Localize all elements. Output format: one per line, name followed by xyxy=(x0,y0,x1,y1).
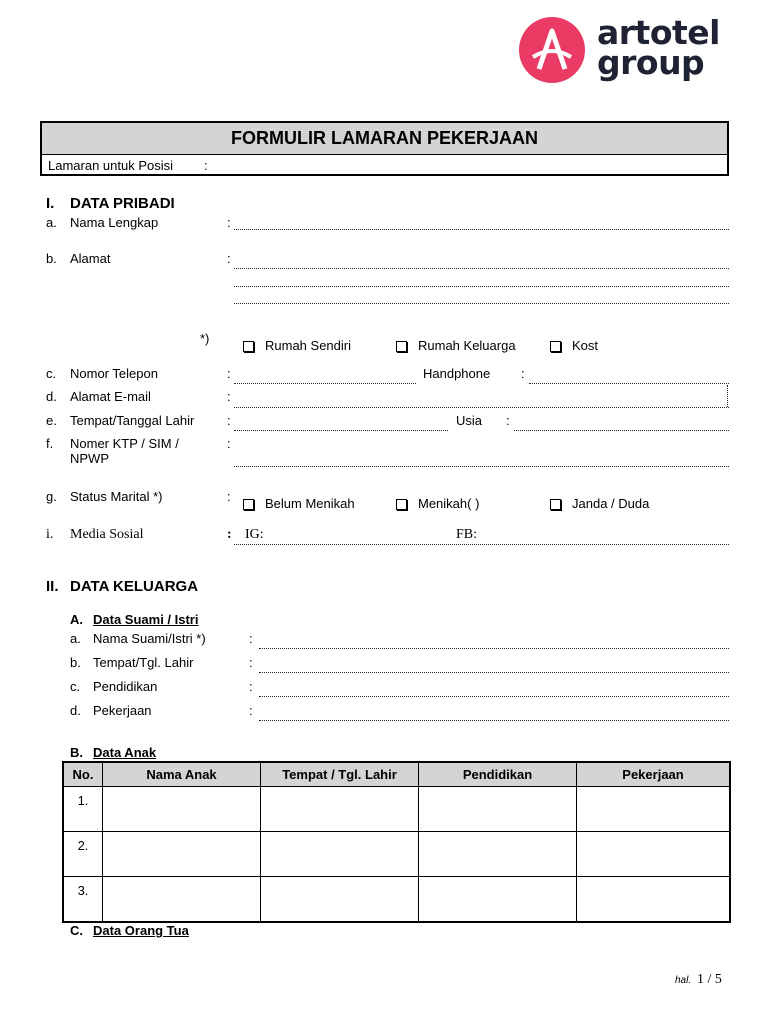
residence-checkbox-kost[interactable] xyxy=(550,341,561,352)
address-field-1[interactable] xyxy=(234,268,729,269)
spouse-letter: A. xyxy=(70,612,83,627)
colon: : xyxy=(227,527,232,542)
child-name-cell[interactable] xyxy=(103,832,261,877)
page-label: hal. xyxy=(675,975,692,986)
id-label-line2: NPWP xyxy=(70,451,109,466)
colon: : xyxy=(227,215,231,230)
field-d-letter: d. xyxy=(46,389,57,404)
table-row xyxy=(63,787,730,832)
child-education-cell[interactable] xyxy=(419,877,577,923)
marital-checkbox-married[interactable] xyxy=(396,499,407,510)
residence-option-own: Rumah Sendiri xyxy=(265,338,351,353)
spouse-birth-label: Tempat/Tgl. Lahir xyxy=(93,655,194,670)
field-c-letter: c. xyxy=(46,366,57,381)
address-field-2[interactable] xyxy=(234,286,729,287)
children-table-header xyxy=(63,762,730,787)
colon: : xyxy=(506,413,510,428)
spouse-a-letter: a. xyxy=(70,631,81,646)
spouse-education-label: Pendidikan xyxy=(93,679,158,694)
marital-checkbox-widowed[interactable] xyxy=(550,499,561,510)
child-job-cell[interactable] xyxy=(577,787,731,832)
field-g-letter: g. xyxy=(46,489,57,504)
field-e-letter: e. xyxy=(46,413,57,428)
children-title: Data Anak xyxy=(93,745,157,760)
colon: : xyxy=(249,703,253,718)
colon: : xyxy=(227,413,231,428)
marital-checkbox-single[interactable] xyxy=(243,499,254,510)
logo-mark xyxy=(519,17,585,83)
form-header-box xyxy=(40,121,729,176)
colon: : xyxy=(249,631,253,646)
marital-option-single: Belum Menikah xyxy=(265,496,355,511)
colon: : xyxy=(227,436,231,451)
field-i-letter: i. xyxy=(46,527,54,542)
spouse-d-letter: d. xyxy=(70,703,81,718)
birth-label: Tempat/Tanggal Lahir xyxy=(70,413,195,428)
residence-checkbox-own[interactable] xyxy=(243,341,254,352)
child-birth-cell[interactable] xyxy=(261,787,419,832)
child-job-cell[interactable] xyxy=(577,877,731,923)
spouse-name-field[interactable] xyxy=(259,648,729,649)
email-field[interactable] xyxy=(234,407,729,408)
col-header-no: No. xyxy=(63,762,103,787)
residence-note: *) xyxy=(200,331,210,346)
colon: : xyxy=(227,389,231,404)
section1-number: I. xyxy=(46,195,55,212)
field-b-letter: b. xyxy=(46,251,57,266)
fb-label: FB: xyxy=(456,527,478,542)
residence-option-family: Rumah Keluarga xyxy=(418,338,516,353)
logo-text-artotel: artotel xyxy=(597,13,720,52)
email-label: Alamat E-mail xyxy=(70,389,151,404)
full-name-field[interactable] xyxy=(234,229,729,230)
child-education-cell[interactable] xyxy=(419,787,577,832)
marital-option-widowed: Janda / Duda xyxy=(572,496,650,511)
parents-title: Data Orang Tua xyxy=(93,923,189,938)
spouse-job-field[interactable] xyxy=(259,720,729,721)
row-number: 2. xyxy=(63,832,103,877)
row-number: 3. xyxy=(63,877,103,923)
ig-label: IG: xyxy=(245,527,264,542)
row-number: 1. xyxy=(63,787,103,832)
logo-text-group: group xyxy=(597,43,705,82)
section2-title: DATA KELUARGA xyxy=(70,578,199,595)
colon: : xyxy=(227,251,231,266)
section2-number: II. xyxy=(46,578,59,595)
id-field[interactable] xyxy=(234,466,729,467)
section1-title: DATA PRIBADI xyxy=(70,195,175,212)
full-name-label: Nama Lengkap xyxy=(70,215,159,230)
child-birth-cell[interactable] xyxy=(261,877,419,923)
handphone-label: Handphone xyxy=(423,366,491,381)
spouse-name-label: Nama Suami/Istri *) xyxy=(93,631,206,646)
table-row xyxy=(63,877,730,923)
birth-field[interactable] xyxy=(234,430,448,431)
children-table xyxy=(62,761,731,923)
spouse-title: Data Suami / Istri xyxy=(93,612,199,627)
marital-label: Status Marital *) xyxy=(70,489,163,504)
child-education-cell[interactable] xyxy=(419,832,577,877)
address-field-3[interactable] xyxy=(234,303,729,304)
page-number: 1 / 5 xyxy=(697,972,722,987)
position-colon: : xyxy=(204,158,208,173)
social-media-field[interactable] xyxy=(234,544,729,545)
child-birth-cell[interactable] xyxy=(261,832,419,877)
residence-option-kost: Kost xyxy=(572,338,599,353)
child-job-cell[interactable] xyxy=(577,832,731,877)
spouse-b-letter: b. xyxy=(70,655,81,670)
address-label: Alamat xyxy=(70,251,111,266)
col-header-birth: Tempat / Tgl. Lahir xyxy=(261,762,419,787)
table-row xyxy=(63,832,730,877)
position-label: Lamaran untuk Posisi xyxy=(48,158,174,173)
logo-a-icon xyxy=(519,17,585,83)
form-title: FORMULIR LAMARAN PEKERJAAN xyxy=(42,123,727,155)
age-label: Usia xyxy=(456,413,483,428)
marital-option-married: Menikah( ) xyxy=(418,496,480,511)
colon: : xyxy=(249,679,253,694)
field-a-letter: a. xyxy=(46,215,57,230)
colon: : xyxy=(249,655,253,670)
colon: : xyxy=(521,366,525,381)
social-media-label: Media Sosial xyxy=(70,527,144,542)
children-letter: B. xyxy=(70,745,83,760)
parents-letter: C. xyxy=(70,923,83,938)
email-field-edge xyxy=(727,385,728,407)
spouse-job-label: Pekerjaan xyxy=(93,703,152,718)
col-header-name: Nama Anak xyxy=(103,762,261,787)
id-label-line1: Nomer KTP / SIM / xyxy=(70,436,179,451)
handphone-field[interactable] xyxy=(529,383,729,384)
residence-checkbox-family[interactable] xyxy=(396,341,407,352)
position-row xyxy=(42,155,727,177)
spouse-birth-field[interactable] xyxy=(259,672,729,673)
age-field[interactable] xyxy=(514,430,729,431)
field-f-letter: f. xyxy=(46,436,54,451)
col-header-education: Pendidikan xyxy=(419,762,577,787)
spouse-education-field[interactable] xyxy=(259,696,729,697)
child-name-cell[interactable] xyxy=(103,877,261,923)
colon: : xyxy=(227,366,231,381)
child-name-cell[interactable] xyxy=(103,787,261,832)
col-header-job: Pekerjaan xyxy=(577,762,731,787)
phone-label: Nomor Telepon xyxy=(70,366,158,381)
spouse-c-letter: c. xyxy=(70,679,81,694)
colon: : xyxy=(227,489,231,504)
phone-field[interactable] xyxy=(234,383,416,384)
